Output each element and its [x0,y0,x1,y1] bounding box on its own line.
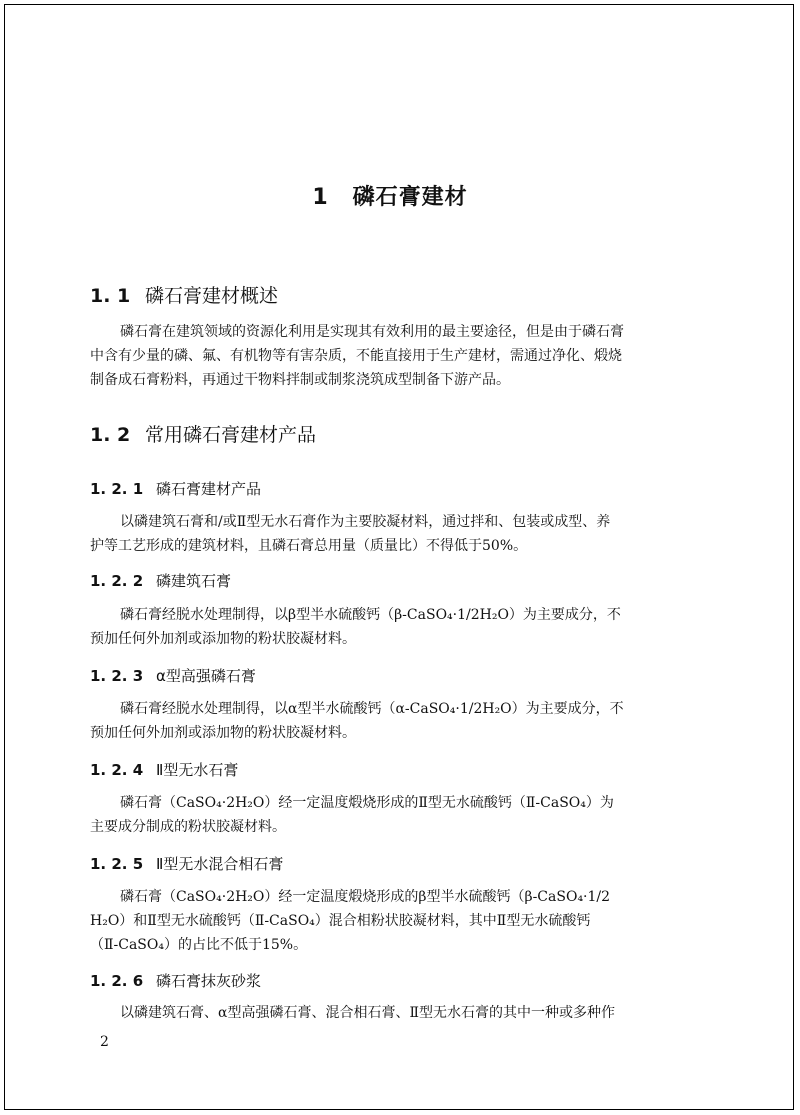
paragraph-1-1 [90,320,690,392]
section-number: 1. 2. 4 [90,761,144,779]
section-number: 1. 2. 2 [90,572,144,590]
paragraph-line: 以磷建筑石膏和/或Ⅱ型无水石膏作为主要胶凝材料，通过拌和、包装或成型、养 [120,514,611,530]
paragraph-line: 磷石膏经脱水处理制得，以α型半水硫酸钙（α-CaSO₄·1/2H₂O）为主要成分，不 [120,701,624,717]
section-title: 磷石膏抹灰砂浆 [156,972,262,990]
paragraph-line: 预加任何外加剂或添加物的粉状胶凝材料。 [90,631,356,647]
section-number: 1. 2. 5 [90,855,144,873]
section-number: 1. 2. 1 [90,480,144,498]
section-heading-1-2-5 [90,853,283,874]
chapter-title [90,180,690,211]
paragraph-line: 磷石膏（CaSO₄·2H₂O）经一定温度煅烧形成的β型半水硫酸钙（β-CaSO₄·1/2 [120,889,611,905]
paragraph-1-2-5 [90,885,690,957]
section-heading-1-2-3 [90,665,256,686]
section-heading-1-2-1 [90,478,261,499]
paragraph-1-2-6 [90,1001,690,1025]
section-title: 常用磷石膏建材产品 [145,424,317,446]
section-heading-1-2-6 [90,970,261,991]
paragraph-line: 中含有少量的磷、氟、有机物等有害杂质，不能直接用于生产建材，需通过净化、煅烧 [90,348,622,364]
paragraph-line: H₂O）和Ⅱ型无水硫酸钙（Ⅱ-CaSO₄）混合相粉状胶凝材料，其中Ⅱ型无水硫酸钙 [90,913,591,929]
chapter-title-text: 磷石膏建材 [352,185,468,210]
paragraph-line: 预加任何外加剂或添加物的粉状胶凝材料。 [90,725,356,741]
section-title: 磷石膏建材概述 [145,285,279,307]
paragraph-line: （Ⅱ-CaSO₄）的占比不低于15%。 [90,937,308,953]
section-number: 1. 2. 3 [90,667,144,685]
page-number: 2 [100,1034,109,1050]
section-number: 1. 1 [90,285,131,307]
section-title: Ⅱ型无水石膏 [156,761,239,779]
paragraph-line: 磷石膏经脱水处理制得，以β型半水硫酸钙（β-CaSO₄·1/2H₂O）为主要成分，不 [120,607,621,623]
section-heading-1-2-4 [90,759,238,780]
section-heading-1-1 [90,281,278,308]
section-title: α型高强磷石膏 [156,667,256,685]
paragraph-line: 磷石膏（CaSO₄·2H₂O）经一定温度煅烧形成的Ⅱ型无水硫酸钙（Ⅱ-CaSO₄）为 [120,795,614,811]
paragraph-line: 以磷建筑石膏、α型高强磷石膏、混合相石膏、Ⅱ型无水石膏的其中一种或多种作 [120,1005,615,1021]
section-title: 磷建筑石膏 [156,572,232,590]
paragraph-1-2-1 [90,510,690,558]
section-title: 磷石膏建材产品 [156,480,262,498]
paragraph-line: 护等工艺形成的建筑材料，且磷石膏总用量（质量比）不得低于50%。 [90,538,528,554]
section-heading-1-2 [90,420,316,447]
chapter-number: 1 [312,185,329,210]
section-title: Ⅱ型无水混合相石膏 [156,855,284,873]
paragraph-line: 主要成分制成的粉状胶凝材料。 [90,819,286,835]
paragraph-line: 制备成石膏粉料，再通过干物料拌制或制浆浇筑成型制备下游产品。 [90,372,510,388]
paragraph-1-2-2 [90,603,690,651]
paragraph-1-2-4 [90,791,690,839]
section-number: 1. 2 [90,424,131,446]
paragraph-1-2-3 [90,697,690,745]
section-heading-1-2-2 [90,570,231,591]
paragraph-line: 磷石膏在建筑领域的资源化利用是实现其有效利用的最主要途径，但是由于磷石膏 [120,324,624,340]
section-number: 1. 2. 6 [90,972,144,990]
